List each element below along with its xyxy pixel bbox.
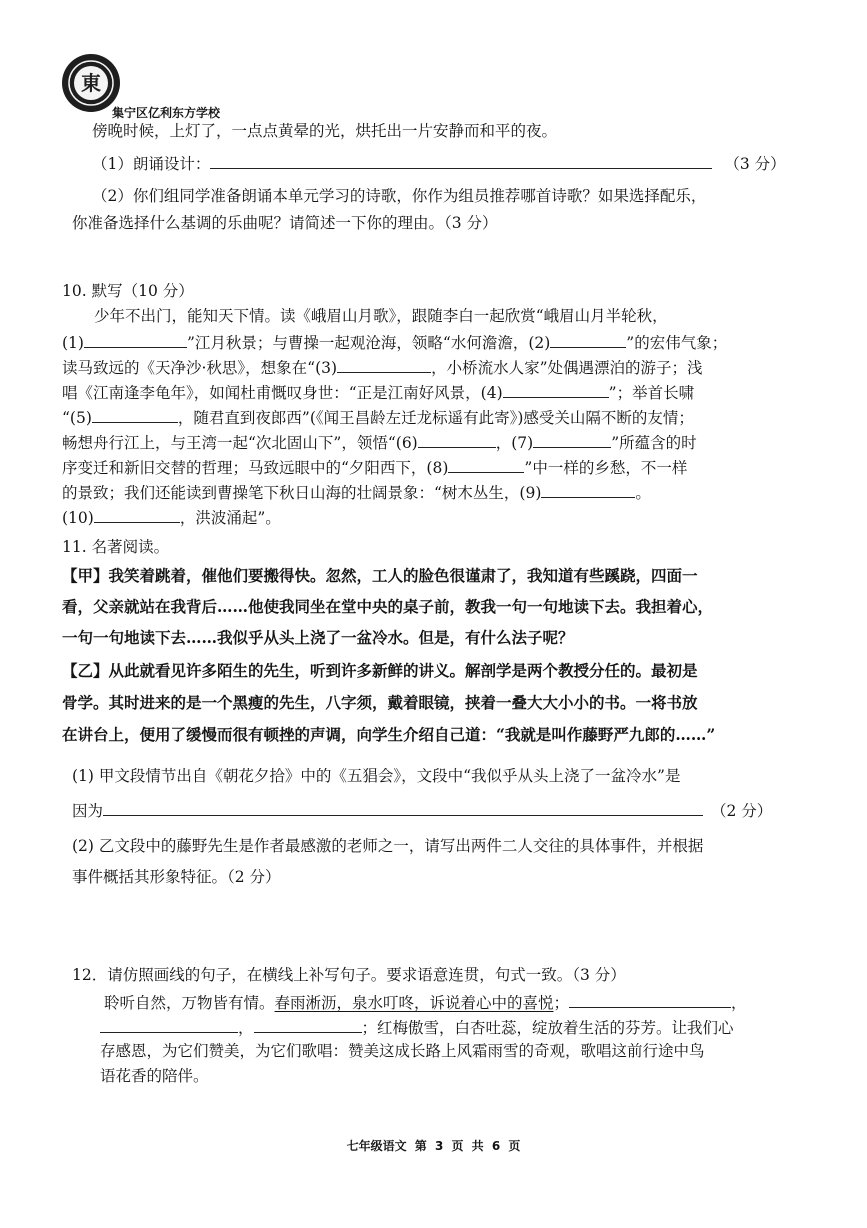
q12-line2 xyxy=(100,1016,734,1038)
blank-5-number: “(5) xyxy=(62,409,92,427)
q10-line6-end: ”所蕴含的时 xyxy=(611,434,697,452)
passage-jia-line3: 一句一句地读下去……我似乎从头上浇了一盆冷水。但是，有什么法子呢？ xyxy=(62,628,574,647)
q10-line8-end: 。 xyxy=(635,484,651,502)
school-name: 集宁区亿利东方学校 xyxy=(112,106,221,120)
q12-line1 xyxy=(104,991,747,1013)
blank-9[interactable] xyxy=(541,481,635,498)
blank-7[interactable] xyxy=(533,431,611,448)
q10-line9-end: ，洪波涌起”。 xyxy=(179,509,281,527)
q9-part1-answer-blank[interactable] xyxy=(210,152,712,169)
q10-line3 xyxy=(62,356,703,378)
q10-line4-text: 唱《江南逢李龟年》，如闻杜甫慨叹身世：“正是江南好风景，(4) xyxy=(62,384,503,402)
q12-line1-sep: ； xyxy=(553,994,570,1012)
q12-title: 12．请仿照画线的句子，在横线上补写句子。要求语意连贯，句式一致。（3 分） xyxy=(72,966,626,984)
q10-line3-text: 读马致远的《天净沙·秋思》，想象在“(3) xyxy=(62,359,338,377)
q12-line2-sep: ， xyxy=(238,1019,254,1037)
q12-line4: 语花香的陪伴。 xyxy=(100,1067,209,1085)
q10-line6-text: 畅想舟行江上，与王湾一起“次北固山下”，领悟“(6) xyxy=(62,434,418,452)
q10-line2-end: ”的宏伟气象； xyxy=(626,334,728,352)
q10-line6 xyxy=(62,431,697,453)
q9-part1-label: （1）朗诵设计： xyxy=(92,155,211,173)
q10-line8 xyxy=(62,481,651,503)
q10-line4-end: ”；举首长啸 xyxy=(608,384,695,402)
q11-title: 11. 名著阅读。 xyxy=(62,538,170,556)
passage-yi-line2: 骨学。其时进来的是一个黑瘦的先生，八字须，戴着眼镜，挟着一叠大大小小的书。一将书放 xyxy=(62,693,698,712)
q10-line7-text: 序变迁和新旧交替的哲理；马致远眼中的“夕阳西下，(8) xyxy=(62,459,449,477)
q10-line3-end: ，小桥流水人家”处偶遇漂泊的游子；浅 xyxy=(431,359,703,377)
blank-3[interactable] xyxy=(337,356,431,373)
imitate-blank-3[interactable] xyxy=(254,1016,362,1033)
q10-line7 xyxy=(62,456,687,478)
q10-line2-text: ”江月秋景；与曹操一起观沧海，领略“水何澹澹，(2) xyxy=(186,334,551,352)
q10-line5 xyxy=(62,406,694,428)
q12-line2-text: ；红梅傲雪，白杏吐蕊，绽放着生活的芬芳。让我们心 xyxy=(361,1019,734,1037)
blank-7-number: ，(7) xyxy=(495,434,534,452)
q10-title: 10. 默写（10 分） xyxy=(62,282,194,300)
q10-line5-text: ，随君直到夜郎西”(《闻王昌龄左迁龙标遥有此寄》)感受关山隔不断的友情； xyxy=(177,409,694,427)
passage-jia-line2: 看，父亲就站在我背后……他使我同坐在堂中央的桌子前，教我一句一句地读下去。我担着心， xyxy=(62,597,714,616)
blank-4[interactable] xyxy=(503,381,609,398)
blank-10-number: (10) xyxy=(62,509,94,527)
q12-line1-text: 聆听自然，万物皆有情。 xyxy=(104,994,275,1012)
q9-part2-line1: （2）你们组同学准备朗诵本单元学习的诗歌，你作为组员推荐哪首诗歌？如果选择配乐， xyxy=(92,187,707,205)
passage-yi-line1: 【乙】从此就看见许多陌生的先生，听到许多新鲜的讲义。解剖学是两个教授分任的。最初是 xyxy=(62,661,698,680)
q11-part2-line1: (2) 乙文段中的藤野先生是作者最感激的老师之一，请写出两件二人交往的具体事件，并根据 xyxy=(72,837,704,855)
q10-line7-end: ”中一样的乡愁，不一样 xyxy=(524,459,688,477)
blank-1[interactable] xyxy=(84,331,187,348)
q11-part1-score: （2 分） xyxy=(711,802,773,820)
q10-line9 xyxy=(62,506,281,528)
poem-last-line: 傍晚时候，上灯了，一点点黄晕的光，烘托出一片安静而和平的夜。 xyxy=(92,122,558,140)
q12-line1-end: ， xyxy=(731,994,747,1012)
q9-part2-line2: 你准备选择什么基调的乐曲呢？请简述一下你的理由。（3 分） xyxy=(72,214,498,232)
logo-glyph: 東 xyxy=(81,71,101,95)
q10-line2 xyxy=(62,331,727,353)
q11-part1-line1: (1) 甲文段情节出自《朝花夕拾》中的《五猖会》，文段中“我似乎从头上浇了一盆冷水”是 xyxy=(72,767,681,785)
blank-6[interactable] xyxy=(418,431,496,448)
q11-part1-lead: 因为 xyxy=(72,802,104,820)
q9-part1 xyxy=(92,152,786,174)
q9-part1-score: （3 分） xyxy=(724,155,786,173)
passage-jia-line1: 【甲】我笑着跳着，催他们要搬得快。忽然，工人的脸色很谨肃了，我知道有些蹊跷，四面一 xyxy=(62,566,698,585)
blank-8[interactable] xyxy=(448,456,524,473)
q10-line8-text: 的景致；我们还能读到曹操笔下秋日山海的壮阔景象：“树木丛生，(9) xyxy=(62,484,542,502)
q10-line4 xyxy=(62,381,694,403)
q10-line1: 少年不出门，能知天下情。读《峨眉山月歌》，跟随李白一起欣赏“峨眉山月半轮秋， xyxy=(94,307,668,325)
model-sentence-underlined: 春雨淅沥，泉水叮咚，诉说着心中的喜悦 xyxy=(274,994,554,1012)
imitate-blank-1[interactable] xyxy=(569,991,731,1008)
q11-part1-answer-blank[interactable] xyxy=(103,799,703,816)
q12-line3: 存感恩，为它们赞美，为它们歌唱：赞美这成长路上风霜雨雪的奇观，歌唱这前行途中鸟 xyxy=(100,1042,705,1060)
page-footer: 七年级语文 第 3 页 共 6 页 xyxy=(346,1139,521,1153)
passage-yi-line3: 在讲台上，便用了缓慢而很有顿挫的声调，向学生介绍自己道：“我就是叫作藤野严九郎的……” xyxy=(62,725,716,744)
blank-5[interactable] xyxy=(92,406,178,423)
q11-part2-line2: 事件概括其形象特征。（2 分） xyxy=(72,868,281,886)
blank-1-number: (1) xyxy=(62,334,84,352)
blank-10[interactable] xyxy=(94,506,180,523)
blank-2[interactable] xyxy=(550,331,626,348)
imitate-blank-2[interactable] xyxy=(100,1016,238,1033)
q11-part1-line2 xyxy=(72,799,772,821)
